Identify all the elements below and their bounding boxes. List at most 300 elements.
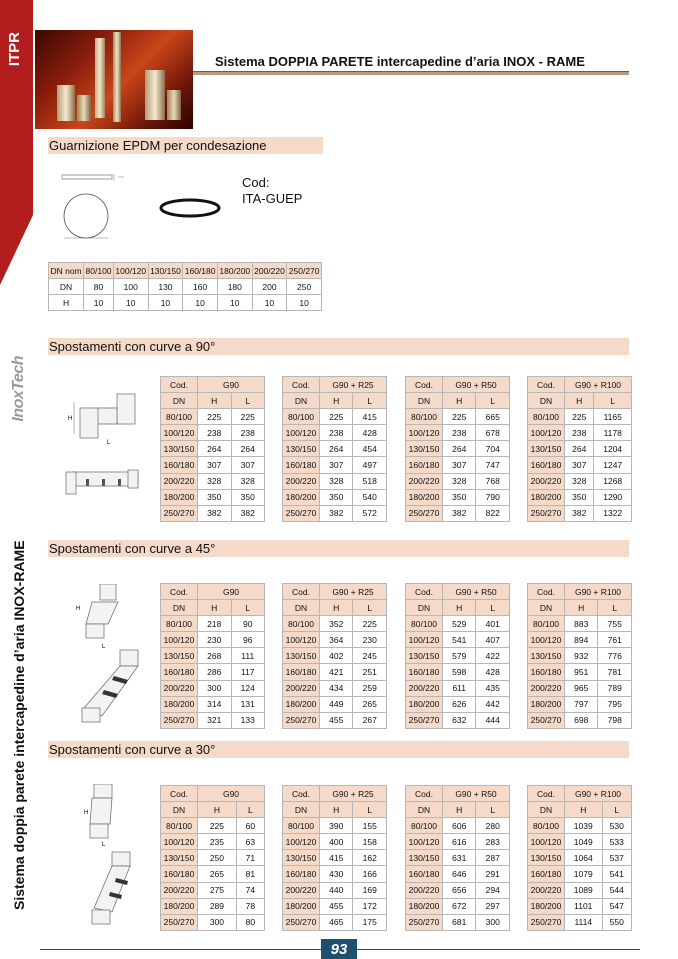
table-cell: 1039 xyxy=(565,818,603,834)
table-row xyxy=(283,850,387,866)
table-cell: 160/180 xyxy=(528,866,565,882)
table-cell: 529 xyxy=(443,616,476,632)
inoxtech-logo: InoxTech xyxy=(10,356,27,422)
table-cell: DN xyxy=(161,393,198,409)
table-row xyxy=(283,898,387,914)
table-row xyxy=(406,664,510,680)
table-cell: 180/200 xyxy=(217,263,252,279)
table-row xyxy=(406,505,510,521)
dim-l-label: L xyxy=(107,440,111,446)
table-cell: 264 xyxy=(565,441,594,457)
table-subheader-row xyxy=(161,600,265,616)
gasket-table xyxy=(48,262,322,311)
table-row xyxy=(161,505,265,521)
table-cell: 434 xyxy=(320,680,353,696)
table-row xyxy=(283,712,387,728)
table-cell: 80/100 xyxy=(283,409,320,425)
table-cell: 10 xyxy=(287,295,322,311)
table-row xyxy=(406,712,510,728)
table-cell: 264 xyxy=(443,441,476,457)
table-cell: 10 xyxy=(113,295,148,311)
table-header-row xyxy=(283,786,387,802)
table-cell: 74 xyxy=(236,882,264,898)
dim-l-label: L xyxy=(102,842,106,848)
table-cell: 80/100 xyxy=(406,818,443,834)
table-cell: DN xyxy=(283,393,320,409)
table-cell: 100/120 xyxy=(161,834,198,850)
table-cell: 698 xyxy=(565,712,598,728)
table-row xyxy=(406,850,510,866)
table-cell: DN xyxy=(283,600,320,616)
table-cell: 632 xyxy=(443,712,476,728)
table-cell: 71 xyxy=(236,850,264,866)
table-cell: 10 xyxy=(252,295,287,311)
table-cell: 250/270 xyxy=(528,712,565,728)
dim-h-label: H xyxy=(68,416,73,422)
table-cell: 533 xyxy=(602,834,631,850)
table-cell: 626 xyxy=(443,696,476,712)
table-cell: 250/270 xyxy=(161,505,198,521)
table-cell: 1247 xyxy=(594,457,632,473)
table-cell: 225 xyxy=(198,818,237,834)
table-cell: H xyxy=(320,393,353,409)
table-cell: 225 xyxy=(320,409,353,425)
table-subheader-row xyxy=(528,802,632,818)
table-cell: 280 xyxy=(476,818,510,834)
table-subheader-row xyxy=(283,802,387,818)
table-row xyxy=(406,457,510,473)
table-cell: 798 xyxy=(598,712,632,728)
page-title: Sistema DOPPIA PARETE intercapedine d’aria INOX - RAME xyxy=(215,54,585,69)
table-cell: 200/220 xyxy=(161,882,198,898)
table-cell: 180/200 xyxy=(283,489,320,505)
table-cell: L xyxy=(353,600,387,616)
table-cell: 80/100 xyxy=(161,616,198,632)
table-subheader-row xyxy=(528,393,632,409)
table-row xyxy=(283,696,387,712)
table-row xyxy=(161,850,265,866)
table-subheader-row xyxy=(161,393,265,409)
table-cell: 287 xyxy=(476,850,510,866)
table-cell: L xyxy=(236,802,264,818)
table-cell: 225 xyxy=(565,409,594,425)
table-cell: 704 xyxy=(476,441,510,457)
dim-l-label: L xyxy=(102,644,106,650)
table-cell: 80/100 xyxy=(528,818,565,834)
table-row xyxy=(161,914,265,930)
table-cell: DN xyxy=(528,600,565,616)
table-row xyxy=(161,648,265,664)
table-cell: DN xyxy=(283,802,320,818)
table-cell: 350 xyxy=(443,489,476,505)
table-cell: 579 xyxy=(443,648,476,664)
table-header-row xyxy=(406,786,510,802)
table-cell: 328 xyxy=(443,473,476,489)
table-cell: 238 xyxy=(198,425,232,441)
table-cell: 1204 xyxy=(594,441,632,457)
table-cell: 407 xyxy=(476,632,510,648)
table-cell: 130/150 xyxy=(161,648,198,664)
table-cell: 130/150 xyxy=(161,850,198,866)
table-cell: 160/180 xyxy=(528,664,565,680)
table-cell: 225 xyxy=(353,616,387,632)
table-cell: 80 xyxy=(236,914,264,930)
elbow-90-diagram xyxy=(62,388,144,513)
gasket-ring-photo xyxy=(158,196,222,220)
table-cell: 352 xyxy=(320,616,353,632)
table-cell: 100/120 xyxy=(528,632,565,648)
table-cell: 117 xyxy=(231,664,265,680)
table-subheader-row xyxy=(161,802,265,818)
table-cell: 250/270 xyxy=(283,712,320,728)
table-cell: 646 xyxy=(443,866,476,882)
table-cell: 307 xyxy=(443,457,476,473)
table-header-row xyxy=(528,377,632,393)
table-cell: Cod. xyxy=(161,377,198,393)
table-row xyxy=(528,632,632,648)
table-cell: Cod. xyxy=(406,786,443,802)
table-row xyxy=(406,409,510,425)
table-row xyxy=(161,425,265,441)
table-cell: 435 xyxy=(476,680,510,696)
table-cell: 160/180 xyxy=(183,263,218,279)
table-cell: 180/200 xyxy=(528,489,565,505)
table-cell: 250/270 xyxy=(161,712,198,728)
table-cell: 965 xyxy=(565,680,598,696)
table-cell: 160/180 xyxy=(283,457,320,473)
table-cell: 1049 xyxy=(565,834,603,850)
table-cell: 321 xyxy=(198,712,232,728)
table-cell: Cod. xyxy=(161,786,198,802)
table-header-row xyxy=(528,584,632,600)
table-cell: 63 xyxy=(236,834,264,850)
table-row xyxy=(161,409,265,425)
table-cell: 300 xyxy=(198,680,232,696)
table-header-row xyxy=(283,377,387,393)
table-cell: 428 xyxy=(353,425,387,441)
table-cell: 678 xyxy=(476,425,510,441)
table-cell: 421 xyxy=(320,664,353,680)
table-cell: 390 xyxy=(320,818,353,834)
dimension-table xyxy=(405,376,510,522)
table-cell: 350 xyxy=(565,489,594,505)
table-cell: 180/200 xyxy=(528,696,565,712)
table-cell: 250/270 xyxy=(528,914,565,930)
table-cell: 245 xyxy=(353,648,387,664)
table-cell: DN xyxy=(528,393,565,409)
table-cell: 294 xyxy=(476,882,510,898)
table-cell: 1114 xyxy=(565,914,603,930)
table-cell: 250/270 xyxy=(406,914,443,930)
table-header-row xyxy=(528,786,632,802)
table-cell: 100/120 xyxy=(161,425,198,441)
table-cell: G90 + R100 xyxy=(565,786,632,802)
table-row xyxy=(406,696,510,712)
table-cell: DN xyxy=(528,802,565,818)
table-cell: 200/220 xyxy=(528,882,565,898)
table-cell: 537 xyxy=(602,850,631,866)
table-row xyxy=(161,457,265,473)
table-row xyxy=(406,441,510,457)
table-cell: 307 xyxy=(231,457,265,473)
table-subheader-row xyxy=(406,802,510,818)
table-cell: 297 xyxy=(476,898,510,914)
dimension-table xyxy=(405,583,510,729)
table-cell: 951 xyxy=(565,664,598,680)
table-cell: 238 xyxy=(443,425,476,441)
table-cell: 1290 xyxy=(594,489,632,505)
table-cell: 200/220 xyxy=(283,680,320,696)
table-row xyxy=(283,425,387,441)
table-cell: 598 xyxy=(443,664,476,680)
table-cell: 267 xyxy=(353,712,387,728)
table-cell: 776 xyxy=(598,648,632,664)
table-cell: 200/220 xyxy=(528,473,565,489)
table-cell: H xyxy=(565,393,594,409)
table-cell: 1165 xyxy=(594,409,632,425)
table-row xyxy=(49,295,322,311)
table-cell: 449 xyxy=(320,696,353,712)
table-cell: 218 xyxy=(198,616,232,632)
gasket-code-block xyxy=(242,175,302,207)
table-row xyxy=(283,505,387,521)
table-row xyxy=(528,425,632,441)
table-cell: 10 xyxy=(183,295,218,311)
table-row xyxy=(161,898,265,914)
table-cell: 100/120 xyxy=(406,632,443,648)
table-subheader-row xyxy=(406,600,510,616)
table-cell: 100/120 xyxy=(283,834,320,850)
table-cell: 250/270 xyxy=(406,505,443,521)
table-cell: L xyxy=(353,393,387,409)
table-cell: 1178 xyxy=(594,425,632,441)
table-cell: 160/180 xyxy=(161,457,198,473)
table-cell: 160/180 xyxy=(283,866,320,882)
table-cell: 160/180 xyxy=(406,457,443,473)
table-cell: 160 xyxy=(183,279,218,295)
table-cell: H xyxy=(443,802,476,818)
table-cell: 169 xyxy=(353,882,387,898)
table-cell: 442 xyxy=(476,696,510,712)
table-cell: 307 xyxy=(565,457,594,473)
table-cell: 350 xyxy=(320,489,353,505)
table-row xyxy=(528,489,632,505)
table-cell: H xyxy=(443,393,476,409)
table-cell: 265 xyxy=(198,866,237,882)
table-row xyxy=(283,616,387,632)
table-cell: 130/150 xyxy=(406,648,443,664)
table-cell: 160/180 xyxy=(528,457,565,473)
table-row xyxy=(161,489,265,505)
table-cell: 100/120 xyxy=(161,632,198,648)
table-cell: 160/180 xyxy=(406,664,443,680)
table-cell: Cod. xyxy=(528,377,565,393)
table-row xyxy=(528,818,632,834)
table-cell: 180/200 xyxy=(283,696,320,712)
table-cell: 415 xyxy=(353,409,387,425)
table-cell: 100/120 xyxy=(113,263,148,279)
table-cell: 133 xyxy=(231,712,265,728)
table-cell: 541 xyxy=(602,866,631,882)
table-row xyxy=(406,425,510,441)
table-cell: 250/270 xyxy=(283,505,320,521)
table-cell: H xyxy=(320,802,353,818)
table-cell: 238 xyxy=(565,425,594,441)
table-row xyxy=(161,616,265,632)
table-cell: 291 xyxy=(476,866,510,882)
table-cell: 1101 xyxy=(565,898,603,914)
table-cell: H xyxy=(198,393,232,409)
table-row xyxy=(161,632,265,648)
table-cell: DN xyxy=(406,802,443,818)
section-title: Spostamenti con curve a 45° xyxy=(48,540,629,557)
table-cell: 200/220 xyxy=(406,680,443,696)
table-row xyxy=(161,696,265,712)
table-cell: H xyxy=(198,600,232,616)
dimension-table xyxy=(405,785,510,931)
table-cell: L xyxy=(353,802,387,818)
table-cell: L xyxy=(476,600,510,616)
table-cell: L xyxy=(231,393,265,409)
table-row xyxy=(406,818,510,834)
table-cell: L xyxy=(231,600,265,616)
table-cell: 180/200 xyxy=(161,696,198,712)
table-cell: 225 xyxy=(198,409,232,425)
table-cell: 80/100 xyxy=(84,263,114,279)
table-cell: 80/100 xyxy=(161,818,198,834)
table-row xyxy=(283,834,387,850)
table-cell: 100/120 xyxy=(528,425,565,441)
table-cell: L xyxy=(598,600,632,616)
table-cell: L xyxy=(602,802,631,818)
table-cell: 747 xyxy=(476,457,510,473)
table-cell: 96 xyxy=(231,632,265,648)
table-cell: 1268 xyxy=(594,473,632,489)
table-cell: 130/150 xyxy=(528,648,565,664)
table-cell: 382 xyxy=(231,505,265,521)
table-subheader-row xyxy=(528,600,632,616)
table-cell: 200 xyxy=(252,279,287,295)
table-cell: 422 xyxy=(476,648,510,664)
table-header-row xyxy=(161,377,265,393)
dim-h-label: H xyxy=(76,606,81,612)
table-cell: 166 xyxy=(353,866,387,882)
table-cell: 264 xyxy=(231,441,265,457)
table-cell: 130/150 xyxy=(406,441,443,457)
table-subheader-row xyxy=(406,393,510,409)
elbow-30-diagram xyxy=(62,784,144,932)
table-cell: 540 xyxy=(353,489,387,505)
table-cell: 541 xyxy=(443,632,476,648)
table-header-row xyxy=(283,584,387,600)
table-cell: 275 xyxy=(198,882,237,898)
table-cell: 200/220 xyxy=(406,882,443,898)
table-cell: G90 xyxy=(198,377,265,393)
table-row xyxy=(406,616,510,632)
table-row xyxy=(283,489,387,505)
table-cell: 130/150 xyxy=(406,850,443,866)
header-photo xyxy=(35,30,193,129)
table-cell: 230 xyxy=(198,632,232,648)
table-cell: H xyxy=(198,802,237,818)
table-cell: 455 xyxy=(320,712,353,728)
table-cell: 172 xyxy=(353,898,387,914)
table-cell: 100/120 xyxy=(528,834,565,850)
table-cell: 616 xyxy=(443,834,476,850)
table-row xyxy=(528,648,632,664)
table-cell: 80/100 xyxy=(161,409,198,425)
gasket-code-value: ITA-GUEP xyxy=(242,191,303,206)
table-cell: 401 xyxy=(476,616,510,632)
table-cell: 795 xyxy=(598,696,632,712)
gasket-drawing xyxy=(58,172,128,244)
table-cell: H xyxy=(443,600,476,616)
dimension-table xyxy=(282,583,387,729)
table-cell: Cod. xyxy=(161,584,198,600)
table-cell: 238 xyxy=(320,425,353,441)
table-cell: 130/150 xyxy=(283,648,320,664)
table-cell: 250/270 xyxy=(161,914,198,930)
table-cell: H xyxy=(565,600,598,616)
table-cell: 781 xyxy=(598,664,632,680)
table-subheader-row xyxy=(283,600,387,616)
table-cell: 250/270 xyxy=(287,263,322,279)
table-cell: 518 xyxy=(353,473,387,489)
table-cell: 130 xyxy=(148,279,183,295)
table-cell: 225 xyxy=(231,409,265,425)
table-cell: L xyxy=(476,802,510,818)
table-row xyxy=(283,882,387,898)
table-cell: 440 xyxy=(320,882,353,898)
table-header-row xyxy=(406,584,510,600)
table-cell: G90 + R100 xyxy=(565,377,632,393)
table-row xyxy=(406,632,510,648)
table-cell: 314 xyxy=(198,696,232,712)
gasket-code-label: Cod: xyxy=(242,175,270,190)
table-cell: H xyxy=(320,600,353,616)
table-cell: 160/180 xyxy=(406,866,443,882)
table-cell: 497 xyxy=(353,457,387,473)
table-cell: G90 xyxy=(198,786,265,802)
table-cell: 415 xyxy=(320,850,353,866)
table-cell: DN xyxy=(406,393,443,409)
table-cell: 130/150 xyxy=(283,441,320,457)
table-cell: 180/200 xyxy=(406,898,443,914)
dimension-table xyxy=(527,785,632,931)
table-row xyxy=(528,696,632,712)
table-cell: 259 xyxy=(353,680,387,696)
table-cell: 264 xyxy=(198,441,232,457)
table-cell: 797 xyxy=(565,696,598,712)
table-row xyxy=(528,409,632,425)
table-cell: 130/150 xyxy=(528,850,565,866)
table-cell: 200/220 xyxy=(283,473,320,489)
table-row xyxy=(406,914,510,930)
table-row xyxy=(161,882,265,898)
table-header-row xyxy=(161,786,265,802)
table-cell: 80/100 xyxy=(283,818,320,834)
table-cell: 790 xyxy=(476,489,510,505)
table-cell: 130/150 xyxy=(161,441,198,457)
table-cell: 544 xyxy=(602,882,631,898)
table-cell: 200/220 xyxy=(406,473,443,489)
page-number: 93 xyxy=(321,939,357,959)
table-cell: 10 xyxy=(148,295,183,311)
table-row xyxy=(283,680,387,696)
table-cell: 124 xyxy=(231,680,265,696)
table-cell: 251 xyxy=(353,664,387,680)
table-cell: 454 xyxy=(353,441,387,457)
